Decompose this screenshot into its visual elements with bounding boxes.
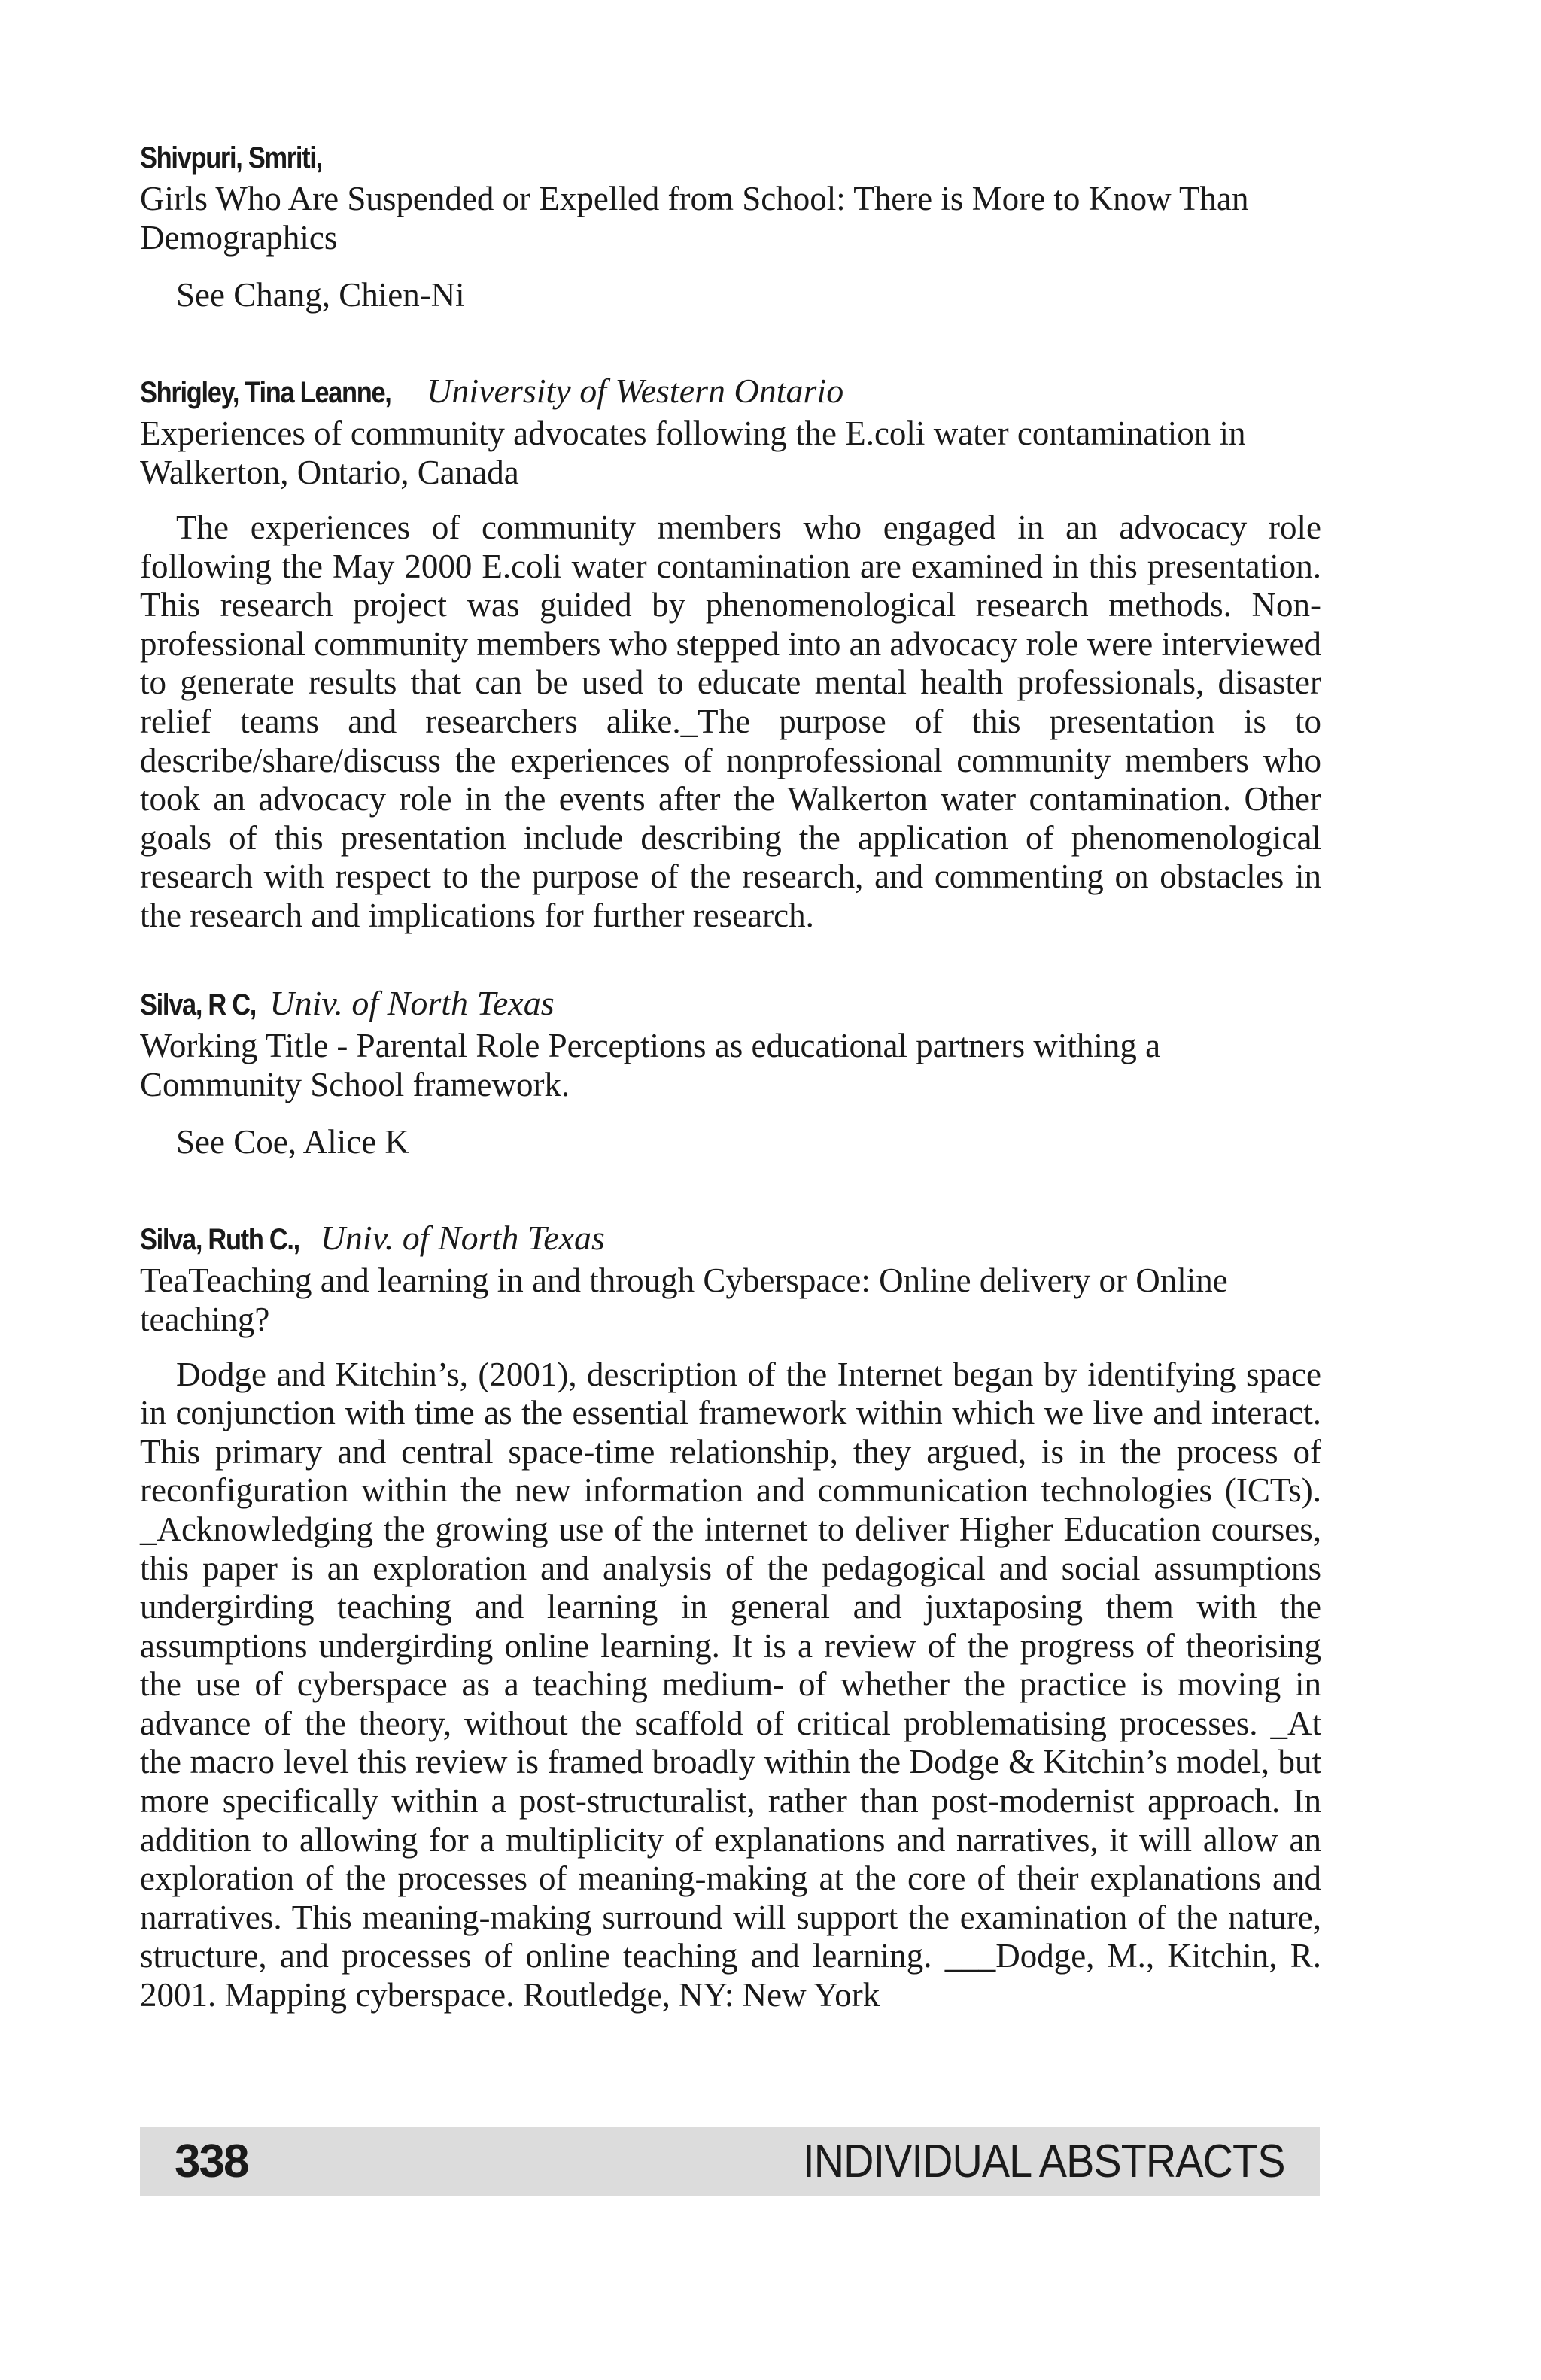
author-line bbox=[140, 370, 1321, 414]
page-number: 338 bbox=[175, 2136, 248, 2187]
section-title: INDIVIDUAL ABSTRACTS bbox=[803, 2136, 1285, 2187]
author-name: Silva, Ruth C., bbox=[140, 1222, 299, 1256]
author-name: Shivpuri, Smriti, bbox=[140, 141, 322, 175]
see-reference: See Coe, Alice K bbox=[176, 1122, 409, 1161]
abstracts-page bbox=[140, 135, 1321, 2015]
author-affiliation: Univ. of North Texas bbox=[269, 983, 555, 1022]
abstract-entry-shrigley bbox=[140, 370, 1321, 936]
abstract-entry-shivpuri bbox=[140, 135, 1321, 314]
abstract-body: The experiences of community members who engaged in an advocacy role following the May 2000 E.coli water contamination are examined in this presentation. This research project was guided by phenomenological research methods. Non-professional community members who stepped into an advocacy role were interviewed to generate results that can be used to educate mental health professionals, disaster relief teams and researchers alike._The purpose of this presentation is to describe/share/discuss the experiences of nonprofessional community members who took an advocacy role in the events after the Walkerton water contamination. Other goals of this presentation include describing the application of phenomenological research with respect to the purpose of the research, and commenting on obstacles in the research and implications for further research. bbox=[140, 508, 1321, 934]
author-line bbox=[140, 982, 1321, 1026]
abstract-entry-silva-rc bbox=[140, 982, 1321, 1161]
author-line bbox=[140, 1217, 1321, 1261]
abstract-entry-silva-ruth bbox=[140, 1217, 1321, 2015]
author-name: Shrigley, Tina Leanne, bbox=[140, 376, 391, 409]
author-name: Silva, R C, bbox=[140, 988, 257, 1022]
abstract-title: Girls Who Are Suspended or Expelled from School: There is More to Know Than Demographics bbox=[140, 180, 1249, 257]
abstract-title: Experiences of community advocates following the E.coli water contamination in Walkerton, Ontario, Canada bbox=[140, 414, 1246, 491]
see-reference: See Chang, Chien-Ni bbox=[176, 276, 465, 314]
abstract-title: Working Title - Parental Role Perceptions as educational partners withing a Community School framework. bbox=[140, 1026, 1161, 1103]
author-line bbox=[140, 135, 1321, 179]
abstract-body: Dodge and Kitchin’s, (2001), description of the Internet began by identifying space in conjunction with time as the essential framework within which we live and interact. This primary and central space-time relationship, they argued, is in the process of reconfiguration within the new information and communication technologies (ICTs). _Acknowledging the growing use of the internet to deliver Higher Education courses, this paper is an exploration and analysis of the pedagogical and social assumptions undergirding teaching and learning in general and juxtaposing them with the assumptions undergirding online learning. It is a review of the progress of theorising the use of cyberspace as a teaching medium- of whether the practice is moving in advance of the theory, without the scaffold of critical problematising processes. _At the macro level this review is framed broadly within the Dodge & Kitchin’s model, but more specifically within a post-structuralist, rather than post-modernist approach. In addition to allowing for a multiplicity of explanations and narratives, it will allow an exploration of the processes of meaning-making at the core of their explanations and narratives. This meaning-making surround will support the examination of the nature, structure, and processes of online teaching and learning. ___Dodge, M., Kitchin, R. 2001. Mapping cyberspace. Routledge, NY: New York bbox=[140, 1355, 1321, 2014]
author-affiliation: University of Western Ontario bbox=[427, 372, 844, 410]
abstract-title: TeaTeaching and learning in and through Cyberspace: Online delivery or Online teaching? bbox=[140, 1261, 1228, 1338]
author-affiliation: Univ. of North Texas bbox=[320, 1218, 605, 1257]
page-footer bbox=[140, 2127, 1320, 2196]
